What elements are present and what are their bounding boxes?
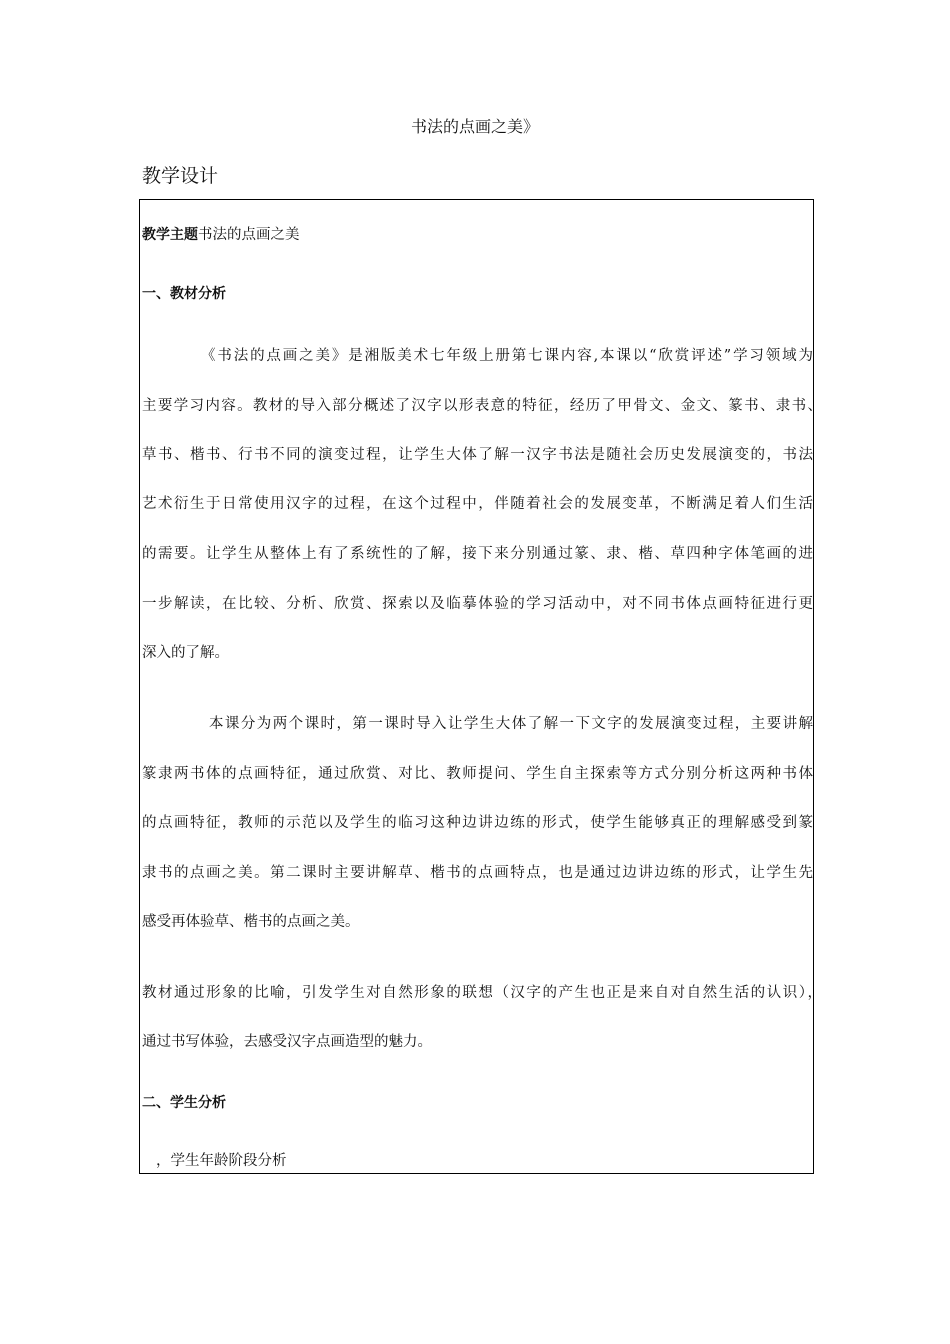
row-tick-left bbox=[139, 250, 140, 264]
para1-line: 《书法的点画之美》是湘版美术七年级上册第七课内容,本课以“欣赏评述”学习领域为 bbox=[201, 348, 813, 364]
para3-line: 通过书写体验，去感受汉字点画造型的魅力。 bbox=[142, 1034, 432, 1050]
row-tick-left bbox=[139, 308, 140, 322]
para1-line: 深入的了解。 bbox=[142, 645, 229, 661]
para2-line: 感受再体验草、楷书的点画之美。 bbox=[142, 914, 360, 930]
document-title: 书法的点画之美》 bbox=[410, 117, 539, 136]
theme-label: 教学主题 bbox=[142, 227, 198, 243]
section-title-student-analysis: 二、学生分析 bbox=[142, 1095, 226, 1111]
row-tick-left bbox=[139, 1050, 140, 1066]
para1-line: 主要学习内容。教材的导入部分概述了汉字以形表意的特征，经历了甲骨文、金文、篆书、隶书、 bbox=[142, 398, 822, 414]
student-age-analysis-item: ，学生年龄阶段分析 bbox=[156, 1153, 287, 1169]
para1-line: 的需要。让学生从整体上有了系统性的了解，接下来分别通过篆、隶、楷、草四种字体笔画的进 bbox=[142, 546, 813, 562]
row-tick-right bbox=[813, 1050, 814, 1066]
row-tick-left bbox=[139, 672, 140, 690]
row-tick-left bbox=[139, 936, 140, 954]
section-title-textbook-analysis: 一、教材分析 bbox=[142, 286, 226, 302]
theme-value: 书法的点画之美 bbox=[198, 227, 300, 243]
para2-line: 的点画特征，教师的示范以及学生的临习这种边讲边练的形式，使学生能够真正的理解感受到篆 bbox=[142, 815, 813, 831]
theme-row bbox=[142, 225, 822, 245]
para3-line: 教材通过形象的比喻，引发学生对自然形象的联想（汉字的产生也正是来自对自然生活的认识）， bbox=[142, 985, 822, 1001]
para1-line: 艺术衍生于日常使用汉字的过程，在这个过程中，伴随着社会的发展变革，不断满足着人们生活 bbox=[142, 496, 813, 512]
para1-line: 草书、楷书、行书不同的演变过程，让学生大体了解一汉字书法是随社会历史发展演变的，书法 bbox=[142, 447, 813, 463]
para2-line: 隶书的点画之美。第二课时主要讲解草、楷书的点画特点，也是通过边讲边练的形式，让学生先 bbox=[142, 865, 813, 881]
row-tick-right bbox=[813, 250, 814, 264]
para2-line: 本课分为两个课时，第一课时导入让学生大体了解一下文字的发展演变过程，主要讲解 bbox=[209, 716, 813, 732]
row-tick-right bbox=[813, 308, 814, 322]
row-tick-right bbox=[813, 936, 814, 954]
para2-line: 篆隶两书体的点画特征，通过欣赏、对比、教师提问、学生自主探索等方式分别分析这两种书体 bbox=[142, 766, 813, 782]
row-tick-right bbox=[813, 1120, 814, 1136]
section-heading: 教学设计 bbox=[142, 165, 219, 187]
row-tick-right bbox=[813, 672, 814, 690]
para1-line: 一步解读，在比较、分析、欣赏、探索以及临摹体验的学习活动中，对不同书体点画特征进行更 bbox=[142, 596, 813, 612]
row-tick-left bbox=[139, 1120, 140, 1136]
